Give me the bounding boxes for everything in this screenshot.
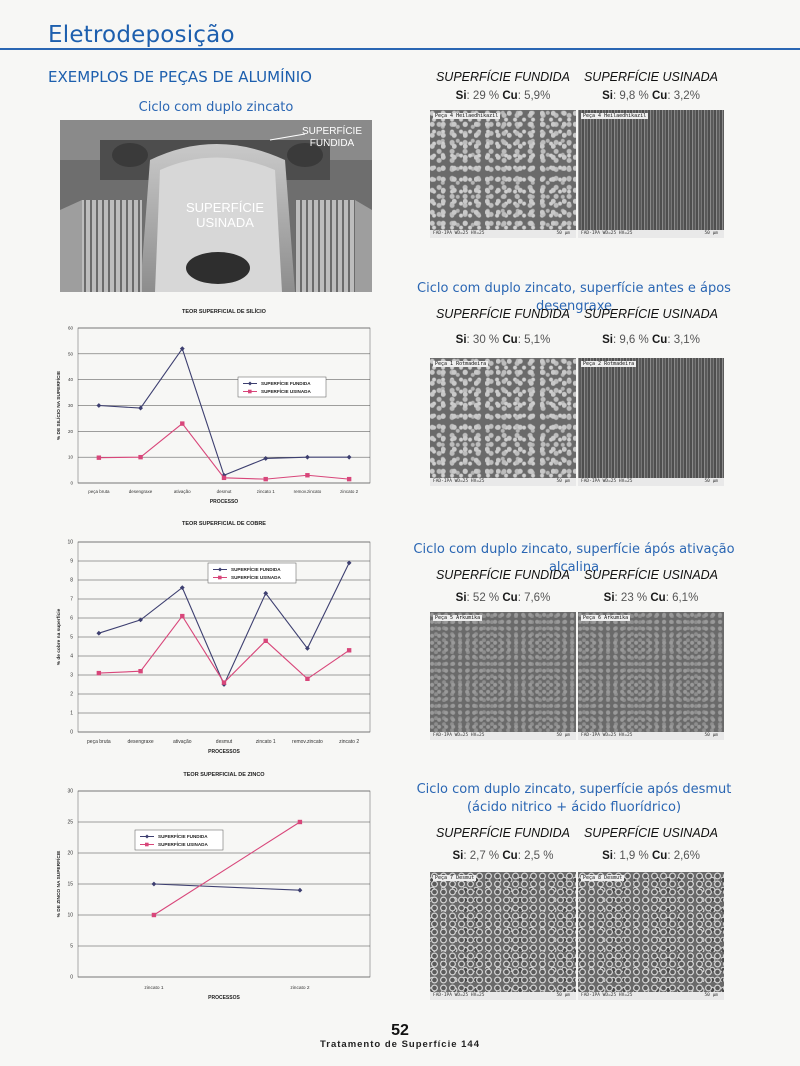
cu-key: Cu bbox=[651, 850, 668, 862]
data-point-marker bbox=[305, 455, 310, 460]
data-point-marker bbox=[96, 631, 101, 636]
data-point-marker bbox=[152, 882, 157, 887]
x-tick-label: remov.zincato bbox=[292, 739, 323, 745]
y-tick-label: 30 bbox=[67, 403, 73, 408]
surface-heading-cast: SUPERFÍCIE FUNDIDA bbox=[435, 70, 571, 84]
x-tick-label: zincato 1 bbox=[255, 739, 276, 745]
composition-machined bbox=[566, 90, 736, 102]
x-tick-label: desmut bbox=[215, 739, 233, 745]
surface-heading-cast: SUPERFÍCIE FUNDIDA bbox=[435, 568, 571, 582]
composition-machined bbox=[566, 850, 736, 862]
x-tick-label: desmut bbox=[216, 489, 232, 494]
micrograph-tag: Peça 6 Arkumika bbox=[583, 615, 629, 621]
sem-micrograph-cast bbox=[430, 612, 576, 740]
y-tick-label: 4 bbox=[70, 653, 73, 660]
series-line bbox=[99, 349, 349, 476]
cu-key: Cu bbox=[502, 592, 518, 604]
si-value: : 30 % bbox=[466, 334, 500, 346]
cu-key: Cu bbox=[651, 334, 668, 346]
micrograph-footer bbox=[578, 732, 724, 740]
sem-group-caption: Ciclo com duplo zincato, superfície após desmut (ácido nitrico + ácido fluorídrico) bbox=[416, 782, 732, 815]
scale-bar-label: 50 μm bbox=[556, 479, 570, 484]
surface-heading-machined: SUPERFÍCIE USINADA bbox=[583, 568, 719, 582]
micrograph-footer-left: FAD-IPA WD=25 HV=25 bbox=[581, 231, 633, 236]
label-cast-line2: FUNDIDA bbox=[309, 138, 355, 149]
sem-micrograph-cast bbox=[430, 872, 576, 1000]
composition-machined bbox=[566, 334, 736, 346]
si-key: Si bbox=[452, 850, 464, 862]
x-tick-label: zincato 2 bbox=[340, 489, 359, 494]
aluminium-part-photo bbox=[60, 120, 372, 292]
legend-entry: SUPERFÍCIE FUNDIDA bbox=[231, 567, 281, 573]
micrograph-tag: Peça 2 Rotmadeira bbox=[583, 361, 635, 367]
data-point-marker bbox=[305, 473, 309, 477]
micrograph-footer-left: FAD-IPA WD=25 HV=25 bbox=[581, 733, 633, 738]
sem-micrograph-machined bbox=[578, 358, 724, 486]
micrograph-footer bbox=[430, 478, 576, 486]
sem-group-caption: Ciclo com duplo zincato, superfície ápós ativação alcalina bbox=[413, 542, 735, 575]
micrograph-footer bbox=[430, 230, 576, 238]
data-point-marker bbox=[97, 671, 101, 675]
cu-key: Cu bbox=[502, 850, 518, 862]
scale-bar-label: 50 μm bbox=[704, 733, 718, 738]
cu-value: : 5,1% bbox=[517, 334, 551, 346]
sem-micrograph-machined bbox=[578, 612, 724, 740]
surface-heading-machined: SUPERFÍCIE USINADA bbox=[583, 307, 719, 321]
page-number: 52 bbox=[391, 1022, 409, 1039]
surface-heading-machined: SUPERFÍCIE USINADA bbox=[583, 70, 719, 84]
si-key: Si bbox=[602, 334, 613, 346]
micrograph-footer bbox=[430, 992, 576, 1000]
data-point-marker bbox=[180, 614, 184, 618]
micrograph-footer-left: FAD-IPA WD=25 HV=25 bbox=[433, 993, 485, 998]
x-axis-label: PROCESSO bbox=[209, 499, 239, 505]
sem-micrograph-cast bbox=[430, 358, 576, 486]
si-value: : 9,6 % bbox=[612, 334, 649, 346]
si-key: Si bbox=[602, 850, 613, 862]
y-tick-label: 40 bbox=[67, 377, 73, 383]
data-point-marker bbox=[347, 648, 351, 652]
y-axis-label: % de cobre na superfície bbox=[57, 608, 62, 666]
data-point-marker bbox=[298, 888, 303, 893]
y-tick-label: 5 bbox=[70, 634, 73, 641]
aluminium-part-illustration bbox=[60, 120, 372, 292]
si-value: : 2,7 % bbox=[463, 850, 500, 862]
x-tick-label: desengraxe bbox=[128, 489, 153, 494]
legend-entry: SUPERFÍCIE FUNDIDA bbox=[158, 834, 208, 840]
y-tick-label: 9 bbox=[70, 558, 73, 565]
y-tick-label: 30 bbox=[67, 788, 73, 795]
scale-bar-label: 50 μm bbox=[556, 733, 570, 738]
data-point-marker bbox=[263, 456, 268, 461]
header-divider bbox=[0, 48, 800, 50]
legend-marker bbox=[218, 576, 222, 580]
x-axis-label: PROCESSOS bbox=[208, 995, 240, 1001]
legend-entry: SUPERFÍCIE USINADA bbox=[158, 842, 208, 848]
si-value: : 9,8 % bbox=[612, 90, 649, 102]
x-tick-label: zincato 1 bbox=[144, 986, 164, 991]
data-point-marker bbox=[97, 455, 101, 459]
si-key: Si bbox=[455, 592, 467, 604]
micrograph-tag: Peça 5 Arkumika bbox=[435, 615, 481, 621]
y-tick-label: 20 bbox=[67, 428, 73, 434]
micrograph-tag: Peça 8 Desmut bbox=[583, 875, 623, 881]
composition-cast bbox=[418, 90, 588, 102]
si-value: : 29 % bbox=[466, 90, 500, 102]
y-tick-label: 20 bbox=[67, 850, 73, 857]
photo-caption: Ciclo com duplo zincato bbox=[138, 100, 294, 115]
page-header-title: Eletrodeposição bbox=[48, 22, 235, 48]
x-tick-label: zincato 2 bbox=[290, 986, 310, 991]
scale-bar-label: 50 μm bbox=[704, 479, 718, 484]
legend-entry: SUPERFÍCIE USINADA bbox=[261, 389, 311, 395]
composition-machined bbox=[566, 592, 736, 604]
label-cast-line1: SUPERFÍCIE bbox=[301, 126, 363, 137]
cu-key: Cu bbox=[502, 334, 518, 346]
chart-copper bbox=[40, 515, 380, 760]
data-point-marker bbox=[138, 455, 142, 459]
data-point-marker bbox=[180, 421, 184, 425]
x-tick-label: zincato 2 bbox=[339, 739, 360, 745]
sem-micrograph-machined bbox=[578, 110, 724, 238]
si-value: : 1,9 % bbox=[612, 850, 649, 862]
data-point-marker bbox=[298, 820, 302, 824]
scale-bar-label: 50 μm bbox=[556, 993, 570, 998]
chart-title: TEOR SUPERFICIAL DE ZINCO bbox=[183, 772, 265, 778]
micrograph-footer-left: FAD-IPA WD=25 HV=25 bbox=[581, 479, 633, 484]
x-axis-label: PROCESSOS bbox=[208, 749, 240, 755]
y-tick-label: 0 bbox=[70, 480, 73, 486]
si-value: : 52 % bbox=[466, 592, 500, 604]
micrograph-footer-left: FAD-IPA WD=25 HV=25 bbox=[581, 993, 633, 998]
y-tick-label: 0 bbox=[70, 729, 73, 736]
label-machined-line1: SUPERFÍCIE bbox=[185, 200, 265, 215]
micrograph-tag: Peça 1 Rotmadeira bbox=[435, 361, 487, 367]
legend-marker bbox=[248, 390, 252, 394]
micrograph-tag: Peça 4 Heilaedhikazil bbox=[583, 113, 647, 119]
micrograph-footer-left: FAD-IPA WD=25 HV=25 bbox=[433, 479, 485, 484]
cu-value: : 2,5 % bbox=[517, 850, 554, 862]
composition-cast bbox=[418, 592, 588, 604]
surface-heading-machined: SUPERFÍCIE USINADA bbox=[583, 826, 719, 840]
x-tick-label: remov.zincato bbox=[293, 489, 322, 494]
micrograph-footer-left: FAD-IPA WD=25 HV=25 bbox=[433, 733, 485, 738]
data-point-marker bbox=[138, 669, 142, 673]
si-key: Si bbox=[455, 334, 467, 346]
surface-heading-cast: SUPERFÍCIE FUNDIDA bbox=[435, 826, 571, 840]
composition-cast bbox=[418, 334, 588, 346]
micrograph-tag: Peça 7 Desmut bbox=[435, 875, 475, 881]
y-tick-label: 1 bbox=[70, 710, 73, 717]
composition-cast bbox=[418, 850, 588, 862]
chart-title: TEOR SUPERFICIAL DE SILÍCIO bbox=[182, 309, 266, 315]
y-tick-label: 2 bbox=[70, 691, 73, 698]
si-key: Si bbox=[602, 90, 613, 102]
cu-value: : 2,6% bbox=[667, 850, 700, 862]
micrograph-footer bbox=[578, 230, 724, 238]
y-tick-label: 50 bbox=[67, 351, 73, 357]
sem-micrograph-cast bbox=[430, 110, 576, 238]
data-point-marker bbox=[347, 455, 352, 460]
y-tick-label: 10 bbox=[67, 539, 73, 546]
legend-marker bbox=[145, 843, 149, 847]
scale-bar-label: 50 μm bbox=[556, 231, 570, 236]
si-value: : 23 % bbox=[614, 592, 648, 604]
cu-value: : 3,1% bbox=[667, 334, 700, 346]
micrograph-footer bbox=[430, 732, 576, 740]
y-axis-label: % DE ZINCO NA SUPERFÍCIE bbox=[57, 850, 62, 918]
cu-value: : 5,9% bbox=[517, 90, 551, 102]
label-machined-line2: USINADA bbox=[196, 215, 254, 230]
data-point-marker bbox=[96, 403, 101, 408]
chart-title: TEOR SUPERFICIAL DE COBRE bbox=[182, 521, 266, 527]
cu-key: Cu bbox=[651, 90, 668, 102]
section-title: EXEMPLOS DE PEÇAS DE ALUMÍNIO bbox=[48, 68, 312, 86]
scale-bar-label: 50 μm bbox=[704, 993, 718, 998]
x-tick-label: peça bruta bbox=[88, 489, 110, 494]
data-point-marker bbox=[152, 913, 156, 917]
cu-key: Cu bbox=[650, 592, 666, 604]
cu-value: : 3,2% bbox=[667, 90, 700, 102]
micrograph-tag: Peça 4 Heilaedhikazil bbox=[435, 113, 499, 119]
cu-value: : 6,1% bbox=[665, 592, 699, 604]
cu-key: Cu bbox=[502, 90, 518, 102]
magazine-name: Tratamento de Superfície 144 bbox=[320, 1039, 480, 1050]
micrograph-footer bbox=[578, 992, 724, 1000]
chart-silicon bbox=[40, 300, 380, 510]
y-tick-label: 25 bbox=[67, 819, 73, 826]
x-tick-label: peça bruta bbox=[87, 739, 111, 745]
data-point-marker bbox=[264, 639, 268, 643]
x-tick-label: ativação bbox=[172, 739, 192, 745]
y-tick-label: 0 bbox=[70, 974, 73, 981]
y-tick-label: 7 bbox=[70, 596, 73, 603]
si-key: Si bbox=[603, 592, 615, 604]
sem-group-caption: Ciclo com duplo zincato, superfície antes e ápos desengraxe bbox=[417, 281, 731, 314]
x-tick-label: ativação bbox=[173, 489, 191, 494]
y-tick-label: 3 bbox=[70, 672, 73, 679]
micrograph-footer-left: FAD-IPA WD=25 HV=25 bbox=[433, 231, 485, 236]
si-key: Si bbox=[455, 90, 467, 102]
chart-zinc bbox=[40, 764, 380, 1004]
y-tick-label: 10 bbox=[67, 454, 73, 460]
y-tick-label: 5 bbox=[70, 943, 73, 950]
sem-micrograph-machined bbox=[578, 872, 724, 1000]
data-point-marker bbox=[264, 477, 268, 481]
x-tick-label: desengraxe bbox=[127, 739, 154, 745]
scale-bar-label: 50 μm bbox=[704, 231, 718, 236]
y-tick-label: 60 bbox=[67, 325, 73, 331]
y-tick-label: 15 bbox=[67, 881, 73, 888]
series-line bbox=[154, 884, 300, 890]
surface-heading-cast: SUPERFÍCIE FUNDIDA bbox=[435, 307, 571, 321]
micrograph-footer bbox=[578, 478, 724, 486]
y-tick-label: 6 bbox=[70, 615, 73, 622]
y-tick-label: 8 bbox=[70, 577, 73, 584]
cu-value: : 7,6% bbox=[517, 592, 551, 604]
x-tick-label: zincato 1 bbox=[256, 489, 275, 494]
series-line bbox=[99, 424, 349, 480]
y-axis-label: % DE SILÍCIO NA SUPERFÍCIE bbox=[57, 370, 62, 441]
legend-entry: SUPERFÍCIE FUNDIDA bbox=[261, 381, 311, 387]
data-point-marker bbox=[305, 677, 309, 681]
data-point-marker bbox=[347, 477, 351, 481]
series-line bbox=[99, 616, 349, 683]
y-tick-label: 10 bbox=[67, 912, 73, 919]
legend-entry: SUPERFÍCIE USINADA bbox=[231, 575, 281, 581]
data-point-marker bbox=[222, 476, 226, 480]
data-point-marker bbox=[222, 680, 226, 684]
